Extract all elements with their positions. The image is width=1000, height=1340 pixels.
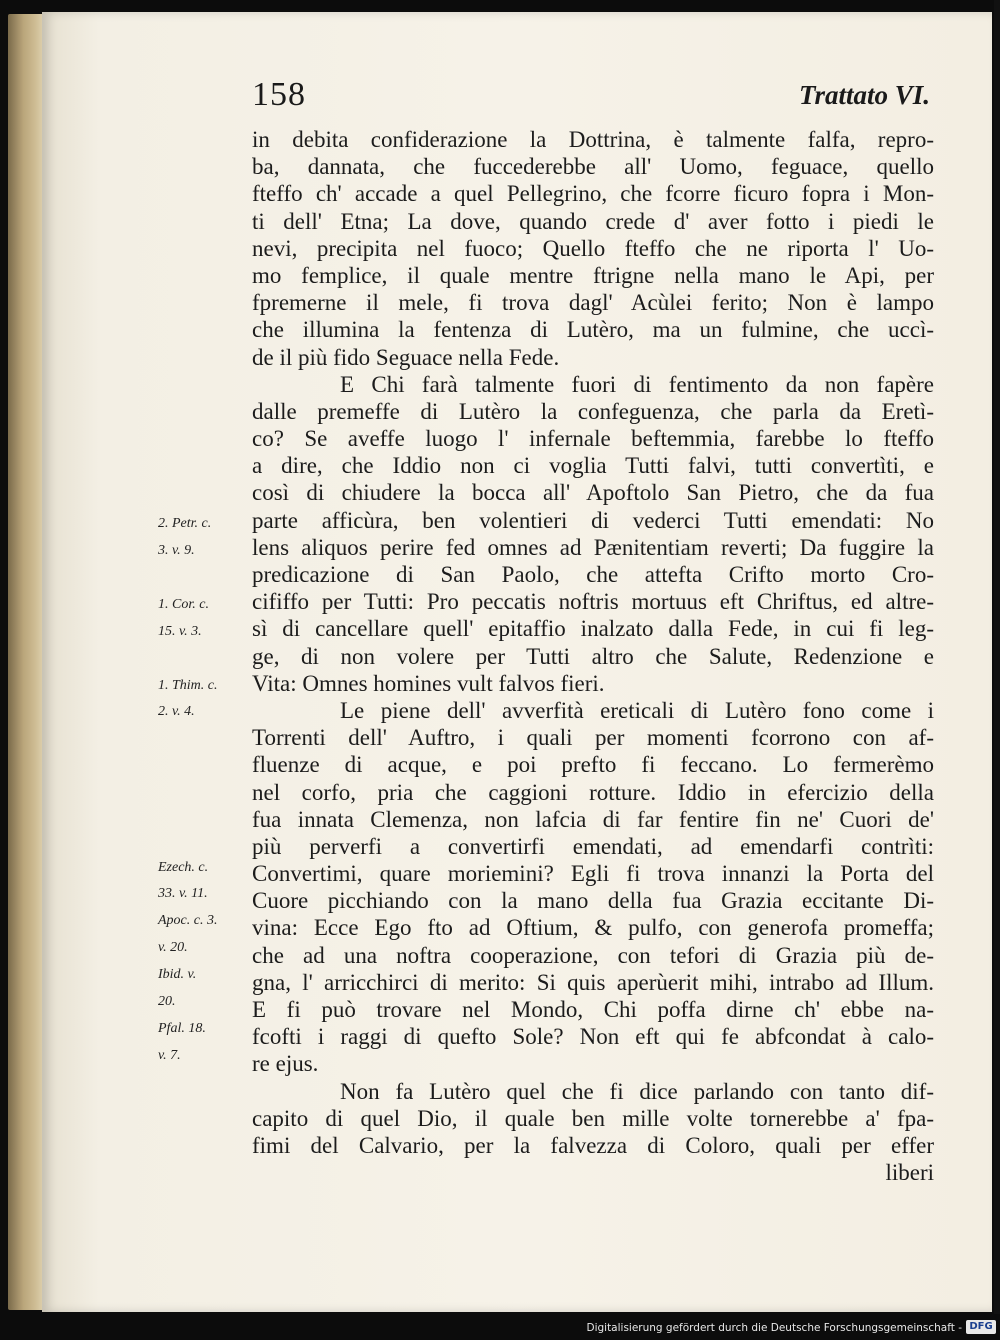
text-line: co? Se aveffe luogo l' infernale beftemmia, farebbe lo fteffo [252, 426, 934, 452]
margin-note: Apoc. c. 3. [158, 913, 218, 928]
margin-note: Pfal. 18. [158, 1021, 206, 1036]
text-line: ba, dannata, che fuccederebbe all' Uomo, feguace, quello [252, 154, 934, 180]
text-line: lens aliquos perire fed omnes ad Pænitentiam reverti; Da fuggire la [252, 534, 934, 560]
text-line: in debita confiderazione la Dottrina, è talmente falfa, repro- [252, 127, 934, 152]
text-line: E fi può trovare nel Mondo, Chi poffa dirne ch' ebbe na- [252, 997, 934, 1022]
text-line: Non fa Lutèro quel che fi dice parlando con tanto dif- [340, 1078, 934, 1104]
text-line: parte afficùra, ben volentieri di vederci Tutti emendati: No [252, 507, 934, 533]
text-line: cififfo per Tutti: Pro peccatis noftris mortuus eft Chriftus, ed altre- [252, 589, 934, 615]
text-line: che ad una noftra cooperazione, con tefori di Grazia più de- [252, 942, 934, 968]
footer-credit: Digitalisierung gefördert durch die Deutsche Forschungsgemeinschaft - [586, 1322, 962, 1334]
text-line: vina: Ecce Ego fto ad Oftium, & pulfo, con generofa promeffa; [252, 915, 934, 941]
text-line: ti dell' Etna; La dove, quando crede d' aver fotto i piedi le [252, 208, 934, 234]
text-line: fpremerne il mele, fi trova dagl' Acùlei ferito; Non è lampo [252, 290, 934, 316]
text-line: Vita: Omnes homines vult falvos fieri. [252, 670, 605, 696]
text-line: Convertimi, quare moriemini? Egli fi trova innanzi la Porta del [252, 861, 934, 887]
margin-note: v. 20. [158, 940, 188, 955]
text-line: fua innata Clemenza, non lafcia di far fentire fin ne' Cuori de' [252, 806, 934, 832]
text-line: Le piene dell' avverfità ereticali di Lutèro fono come i [340, 697, 934, 723]
text-line: gna, l' arricchirci di merito: Si quis aperùerit mihi, intrabo ad Illum. [252, 969, 934, 995]
text-line: più perverfi a convertirfi emendati, ad emendarfi contrìti: [252, 833, 934, 859]
text-line: fteffo ch' accade a quel Pellegrino, che fcorre ficuro fopra i Mon- [252, 181, 934, 207]
text-line: fcofti i raggi di quefto Sole? Non eft qui fe abfcondat à calo- [252, 1024, 934, 1050]
text-line: mo femplice, il quale mentre ftrigne nella mano le Api, per [252, 262, 934, 288]
dfg-logo: DFG [966, 1320, 996, 1334]
text-line: re ejus. [252, 1051, 319, 1077]
margin-note: 15. v. 3. [158, 624, 202, 639]
page-edge [8, 14, 46, 1310]
margin-note: 2. v. 4. [158, 704, 195, 719]
catchword: liberi [885, 1160, 934, 1186]
text-line: fimi del Calvario, per la falvezza di Coloro, quali per effer [252, 1132, 934, 1158]
text-line: così di chiudere la bocca all' Apoftolo San Pietro, che da fua [252, 480, 934, 506]
text-line: predicazione di San Paolo, che attefta Crifto morto Cro- [252, 562, 934, 587]
text-line: E Chi farà talmente fuori di fentimento da non fapère [340, 371, 934, 397]
page-number: 158 [252, 76, 306, 113]
running-title: Trattato VI. [798, 80, 930, 110]
scan-border [994, 0, 1000, 1340]
margin-note: 33. v. 11. [158, 886, 208, 901]
text-line: fluenze di acque, e poi prefto fi feccano. Lo fermerèmo [252, 752, 934, 778]
margin-note: 2. Petr. c. [158, 516, 212, 531]
text-line: nevi, precipita nel fuoco; Quello fteffo che ne riporta l' Uo- [252, 235, 934, 261]
text-line: ge, di non volere per Tutti altro che Salute, Redenzione e [252, 643, 934, 669]
text-line: sì di cancellare quell' epitaffio inalzato dalla Fede, in cui fi leg- [252, 616, 934, 642]
page-header [252, 76, 944, 116]
margin-note: 3. v. 9. [158, 543, 195, 558]
margin-note: 20. [158, 994, 176, 1009]
text-line: capito di quel Dio, il quale ben mille volte tornerebbe a' fpa- [252, 1105, 934, 1131]
text-line: Cuore picchiando con la mano della fua Grazia eccitante Di- [252, 888, 934, 914]
margin-note: 1. Cor. c. [158, 597, 209, 612]
margin-note: v. 7. [158, 1048, 181, 1063]
text-line: Torrenti dell' Auftro, i quali per momenti fcorrono con af- [252, 725, 934, 751]
margin-note: 1. Thim. c. [158, 678, 218, 693]
text-line: nel corfo, pria che caggioni rotture. Iddio in efercizio della [252, 779, 934, 805]
margin-note: Ibid. v. [158, 967, 197, 982]
text-line: dalle premeffe di Lutèro la confeguenza, che parla da Eretì- [252, 398, 934, 424]
margin-note: Ezech. c. [158, 860, 209, 875]
body-text [252, 126, 934, 1186]
text-line: de il più fido Seguace nella Fede. [252, 344, 560, 370]
text-line: a dire, che Iddio non ci voglia Tutti falvi, tutti convertìti, e [252, 453, 934, 479]
text-line: che illumina la fentenza di Lutèro, ma un fulmine, che uccì- [252, 317, 934, 343]
